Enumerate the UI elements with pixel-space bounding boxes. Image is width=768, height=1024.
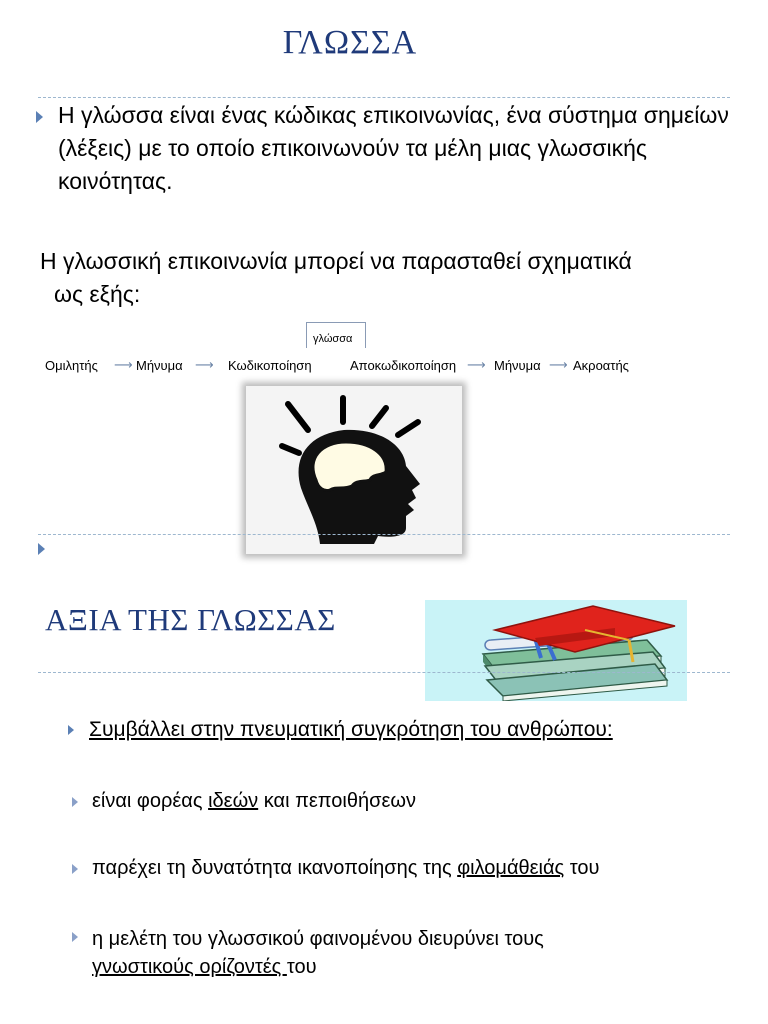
code-label-box	[306, 322, 366, 348]
divider	[38, 97, 730, 98]
divider	[38, 672, 730, 673]
flow-encoding: Κωδικοποίηση	[228, 358, 312, 373]
sub-point-3-rest: του	[286, 956, 317, 978]
triangle-bullet-icon	[72, 932, 78, 942]
main-point: Συμβάλλει στην πνευματική συγκρότηση του ανθρώπου:	[89, 718, 613, 741]
arrow-right-icon: ⟶	[114, 357, 133, 372]
thinking-head-icon	[246, 386, 462, 554]
arrow-right-icon: ⟶	[195, 357, 214, 372]
sub-point-1	[92, 790, 416, 813]
arrow-right-icon: ⟶	[467, 357, 486, 372]
sub-point-1-text: είναι φορέας	[92, 790, 209, 812]
triangle-bullet-icon	[36, 111, 43, 123]
flow-speaker: Ομιλητής	[45, 358, 98, 373]
sub-point-1-underlined: ιδεών	[208, 790, 259, 812]
page-title: ΓΛΩΣΣΑ	[282, 24, 418, 61]
definition-text: Η γλώσσα είναι ένας κώδικας επικοινωνίας, ένα σύστημα σημείων (λέξεις) με το οποίο επικοινωνούν τα μέλη μιας γλωσσικής κοινότητας.	[58, 102, 729, 194]
diagram-intro	[40, 245, 730, 311]
code-label: γλώσσα	[313, 333, 353, 345]
sub-point-3-underlined: γνωστικούς ορίζοντές	[92, 956, 287, 978]
sub-point-3-text: η μελέτη του γλωσσικού φαινομένου διευρύνει τους	[92, 928, 544, 950]
flow-decoding: Αποκωδικοποίηση	[350, 358, 457, 373]
sub-point-3	[92, 925, 544, 981]
arrow-right-icon: ⟶	[549, 357, 568, 372]
flow-message-1: Μήνυμα	[136, 358, 183, 373]
triangle-bullet-icon	[72, 864, 78, 874]
graduation-cap-books-icon	[425, 600, 687, 701]
flow-message-2: Μήνυμα	[494, 358, 541, 373]
triangle-bullet-icon	[68, 725, 74, 735]
diagram-intro-line1: Η γλωσσική επικοινωνία μπορεί να παρασταθεί σχηματικά	[40, 248, 632, 274]
diagram-intro-line2: ως εξής:	[54, 281, 141, 307]
sub-point-2-rest: του	[564, 857, 600, 879]
sub-point-2	[92, 857, 599, 880]
sub-point-2-underlined: φιλομάθειάς	[457, 857, 565, 879]
triangle-bullet-icon	[38, 543, 45, 555]
section-title: ΑΞΙΑ ΤΗΣ ΓΛΩΣΣΑΣ	[45, 602, 336, 637]
triangle-bullet-icon	[72, 797, 78, 807]
sub-point-1-rest: και πεποιθήσεων	[258, 790, 416, 812]
divider	[38, 534, 730, 535]
head-illustration	[246, 386, 462, 554]
books-illustration	[425, 600, 687, 701]
flow-listener: Ακροατής	[573, 358, 629, 373]
sub-point-2-text: παρέχει τη δυνατότητα ικανοποίησης της	[92, 857, 458, 879]
